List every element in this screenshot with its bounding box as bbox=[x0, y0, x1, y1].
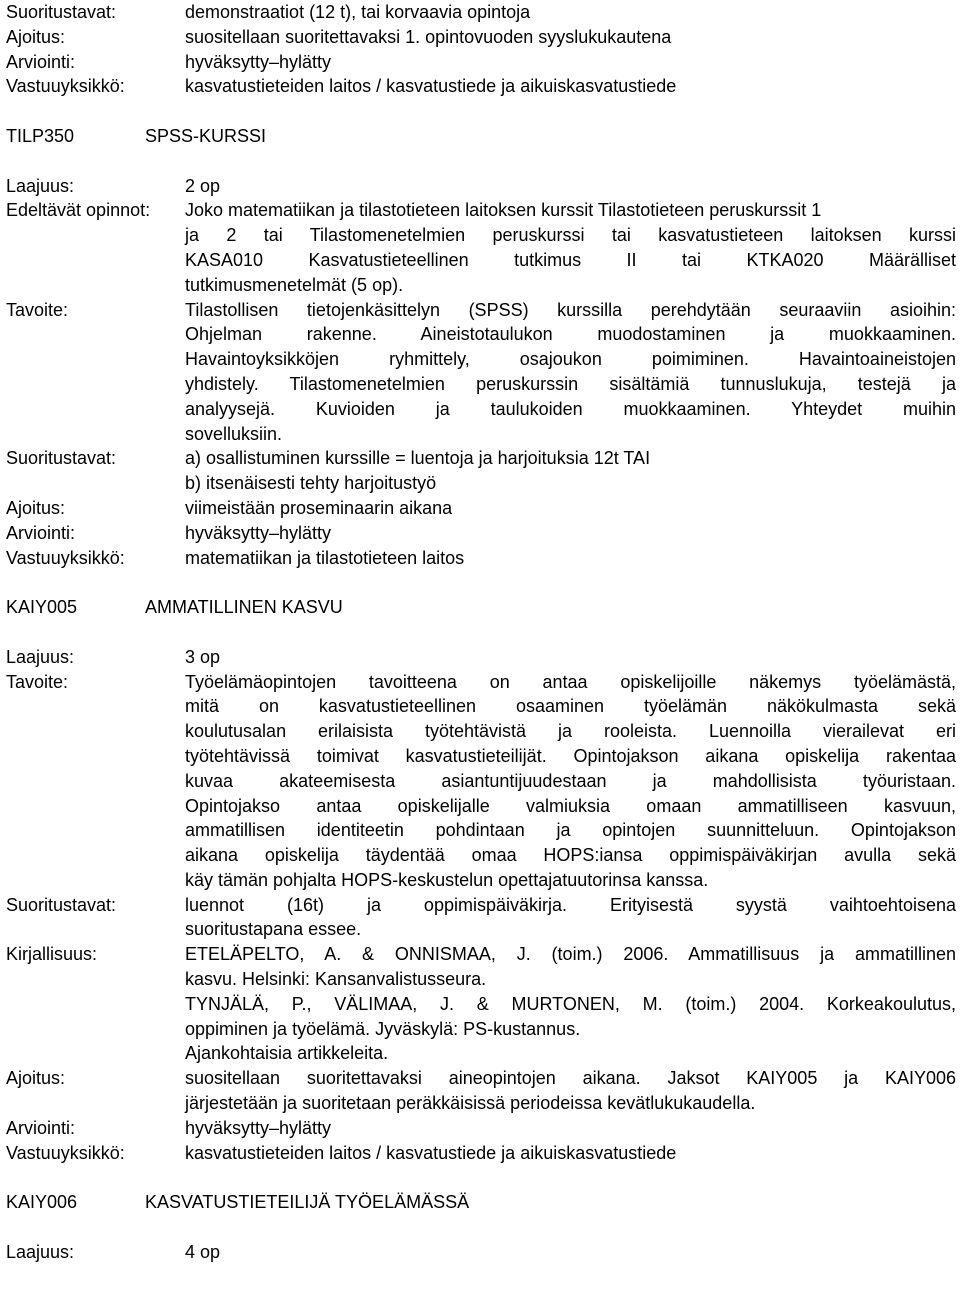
text-line: analyysejä. Kuvioiden ja taulukoiden muokkaaminen. Yhteydet muihin bbox=[185, 398, 956, 419]
field-label: Vastuuyksikkö: bbox=[6, 1142, 125, 1163]
text-line: järjestetään ja suoritetaan peräkkäisissä periodeissa kevätlukukaudella. bbox=[185, 1093, 756, 1114]
text-line: kasvu. Helsinki: Kansanvalistusseura. bbox=[185, 969, 487, 990]
spacer bbox=[6, 570, 956, 595]
spacer bbox=[6, 149, 956, 174]
text-line: Ohjelman rakenne. Aineistotaulukon muodostaminen ja muokkaaminen. bbox=[185, 324, 956, 345]
text-line: ammatillisen identiteetin pohdintaan ja opintojen suunnitteluun. Opintojakson bbox=[185, 820, 956, 841]
field-suoritustavat bbox=[6, 446, 956, 496]
field-label: Edeltävät opinnot: bbox=[6, 200, 151, 221]
field-value: hyväksytty–hylätty bbox=[185, 51, 332, 72]
field-value bbox=[185, 670, 956, 893]
field-label: Arviointi: bbox=[6, 522, 76, 543]
spacer bbox=[6, 620, 956, 645]
course-title: AMMATILLINEN KASVU bbox=[145, 597, 343, 618]
field-value bbox=[185, 942, 956, 1066]
field-value bbox=[185, 446, 956, 496]
course-kaiy005 bbox=[6, 595, 956, 1165]
field-label: Laajuus: bbox=[6, 175, 75, 196]
text-line: Tilastollisen tietojenkäsittelyn (SPSS) kurssilla perehdytään seuraaviin asioihin: bbox=[185, 299, 956, 320]
course-heading bbox=[6, 1190, 956, 1215]
course-tilp350 bbox=[6, 124, 956, 570]
course-title: KASVATUSTIETEILIJÄ TYÖELÄMÄSSÄ bbox=[145, 1192, 470, 1213]
course-code: KAIY005 bbox=[6, 597, 78, 618]
text-line: Ajankohtaisia artikkeleita. bbox=[185, 1043, 389, 1064]
field-label: Tavoite: bbox=[6, 299, 69, 320]
text-line: mitä on kasvatustieteellinen osaaminen työelämän näkökulmasta sekä bbox=[185, 696, 956, 717]
text-line: oppiminen ja työelämä. Jyväskylä: PS-kustannus. bbox=[185, 1018, 581, 1039]
field-value: 4 op bbox=[185, 1241, 221, 1262]
field-label: Laajuus: bbox=[6, 1241, 75, 1262]
field-label: Suoritustavat: bbox=[6, 448, 117, 469]
field-value: kasvatustieteiden laitos / kasvatustiede ja aikuiskasvatustiede bbox=[185, 1142, 677, 1163]
text-line: KASA010 Kasvatustieteellinen tutkimus II tai KTKA020 Määrälliset bbox=[185, 249, 956, 270]
text-line: koulutusalan erilaisista työtehtävistä ja rooleista. Luennoilla vierailevat eri bbox=[185, 721, 956, 742]
text-line: suoritustapana essee. bbox=[185, 919, 362, 940]
text-line: Opintojakso antaa opiskelijalle valmiuksia omaan ammatilliseen kasvuun, bbox=[185, 795, 956, 816]
field-laajuus bbox=[6, 174, 956, 199]
field-label: Suoritustavat: bbox=[6, 894, 117, 915]
field-laajuus bbox=[6, 645, 956, 670]
field-label: Laajuus: bbox=[6, 646, 75, 667]
text-line: ja 2 tai Tilastomenetelmien peruskurssi tai kasvatustieteen laitoksen kurssi bbox=[185, 225, 956, 246]
field-suoritustavat bbox=[6, 0, 956, 25]
field-value bbox=[185, 1066, 956, 1116]
field-value bbox=[185, 298, 956, 447]
course-code: TILP350 bbox=[6, 125, 75, 146]
course-title: SPSS-KURSSI bbox=[145, 125, 267, 146]
field-label: Suoritustavat: bbox=[6, 2, 117, 22]
field-value: matematiikan ja tilastotieteen laitos bbox=[185, 547, 465, 568]
text-line: suositellaan suoritettavaksi aineopintojen aikana. Jaksot KAIY005 ja KAIY006 bbox=[185, 1068, 956, 1089]
course-heading bbox=[6, 124, 956, 149]
field-label: Arviointi: bbox=[6, 51, 76, 72]
field-label: Tavoite: bbox=[6, 671, 69, 692]
spacer bbox=[6, 99, 956, 124]
field-vastuuyksikko bbox=[6, 546, 956, 571]
field-label: Vastuuyksikkö: bbox=[6, 547, 125, 568]
field-label: Ajoitus: bbox=[6, 26, 66, 47]
text-line: työtehtävissä toimivat kasvatustieteilijät. Opintojakson aikana opiskelija rakentaa bbox=[185, 745, 956, 766]
field-suoritustavat bbox=[6, 893, 956, 943]
text-line: luennot (16t) ja oppimispäiväkirja. Erityisestä syystä vaihtoehtoisena bbox=[185, 894, 956, 915]
text-line: ETELÄPELTO, A. & ONNISMAA, J. (toim.) 2006. Ammatillisuus ja ammatillinen bbox=[185, 944, 956, 965]
field-ajoitus bbox=[6, 496, 956, 521]
field-label: Vastuuyksikkö: bbox=[6, 76, 125, 97]
course-heading bbox=[6, 595, 956, 620]
text-line: aikana opiskelija täydentää omaa HOPS:iansa oppimispäiväkirjan avulla sekä bbox=[185, 845, 956, 866]
field-value: 3 op bbox=[185, 646, 221, 667]
field-value: viimeistään proseminaarin aikana bbox=[185, 497, 453, 518]
field-value bbox=[185, 198, 956, 223]
text-line: tutkimusmenetelmät (5 op). bbox=[185, 274, 404, 295]
field-ajoitus bbox=[6, 1066, 956, 1116]
text-line: TYNJÄLÄ, P., VÄLIMAA, J. & MURTONEN, M. (toim.) 2004. Korkeakoulutus, bbox=[185, 993, 956, 1014]
field-kirjallisuus bbox=[6, 942, 956, 1066]
field-edeltavat-opinnot bbox=[6, 198, 956, 223]
field-vastuuyksikko bbox=[6, 74, 956, 99]
text-line: Havaintoyksikköjen ryhmittely, osajoukon poimiminen. Havaintoaineistojen bbox=[185, 349, 956, 370]
text-line: b) itsenäisesti tehty harjoitustyö bbox=[185, 473, 437, 494]
field-arviointi bbox=[6, 521, 956, 546]
field-tavoite bbox=[6, 670, 956, 893]
course-code: KAIY006 bbox=[6, 1192, 78, 1213]
field-vastuuyksikko bbox=[6, 1141, 956, 1166]
field-tavoite bbox=[6, 298, 956, 447]
field-edeltavat-continued bbox=[6, 223, 956, 297]
field-label: Arviointi: bbox=[6, 1117, 76, 1138]
text-line: yhdistely. Tilastomenetelmien peruskurssin sisältämiä tunnuslukuja, testejä ja bbox=[185, 373, 956, 394]
field-value: kasvatustieteiden laitos / kasvatustiede ja aikuiskasvatustiede bbox=[185, 76, 677, 97]
field-laajuus bbox=[6, 1240, 956, 1265]
field-value: 2 op bbox=[185, 175, 221, 196]
field-value bbox=[185, 893, 956, 943]
text-line: Joko matematiikan ja tilastotieteen laitoksen kurssit Tilastotieteen peruskurssit 1 bbox=[185, 200, 822, 221]
field-label: Ajoitus: bbox=[6, 1068, 66, 1089]
field-ajoitus bbox=[6, 25, 956, 50]
field-arviointi bbox=[6, 50, 956, 75]
text-line: kuvaa akateemisesta asiantuntijuudestaan ja mahdollisista työuristaan. bbox=[185, 770, 956, 791]
text-line: Työelämäopintojen tavoitteena on antaa opiskelijoille näkemys työelämästä, bbox=[185, 671, 956, 692]
spacer bbox=[6, 1165, 956, 1190]
field-value: suositellaan suoritettavaksi 1. opintovuoden syyslukukautena bbox=[185, 26, 672, 47]
field-value: demonstraatiot (12 t), tai korvaavia opintoja bbox=[185, 2, 531, 22]
previous-course-tail bbox=[6, 0, 956, 99]
field-label: Kirjallisuus: bbox=[6, 944, 98, 965]
spacer bbox=[6, 1215, 956, 1240]
field-value: hyväksytty–hylätty bbox=[185, 1117, 332, 1138]
course-kaiy006 bbox=[6, 1190, 956, 1264]
text-line: a) osallistuminen kurssille = luentoja ja harjoituksia 12t TAI bbox=[185, 448, 651, 469]
field-value: hyväksytty–hylätty bbox=[185, 522, 332, 543]
text-line: sovelluksiin. bbox=[185, 423, 283, 444]
document-page bbox=[6, 0, 956, 1265]
field-label: Ajoitus: bbox=[6, 497, 66, 518]
field-arviointi bbox=[6, 1116, 956, 1141]
text-line: käy tämän pohjalta HOPS-keskustelun opettajatuutorinsa kanssa. bbox=[185, 869, 709, 890]
